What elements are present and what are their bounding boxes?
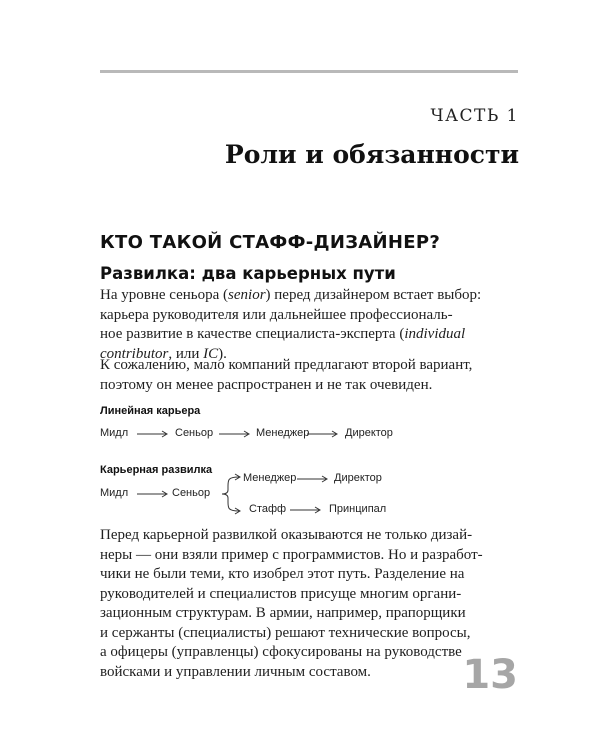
- arrow-icon: [136, 489, 170, 499]
- text-fragment: ное развитие в качестве специалиста-эксперта (: [100, 326, 405, 342]
- paragraph-line: чики не были теми, кто изобрел этот путь. Разделение на: [100, 566, 465, 582]
- paragraph-line: зационным структурам. В армии, например, прапорщики: [100, 605, 466, 621]
- part-label: ЧАСТЬ 1: [430, 106, 519, 126]
- paragraph-line: а офицеры (управленцы) сфокусированы на руководстве: [100, 644, 462, 660]
- term-senior: senior: [228, 287, 266, 303]
- arrow-icon: [218, 429, 252, 439]
- node-senior: Сеньор: [175, 427, 214, 439]
- node-manager: Менеджер: [256, 427, 310, 439]
- term-ic: IC: [203, 345, 219, 362]
- arrow-icon: [136, 429, 170, 439]
- paragraph-line: неры — они взяли пример с программистов. Но и разработ-: [100, 546, 483, 563]
- text-fragment: , или: [168, 345, 204, 362]
- text-fragment: ) перед дизайнером встает выбор:: [265, 287, 482, 303]
- paragraph-line: карьера руководителя или дальнейшее профессиональ-: [100, 306, 453, 323]
- fork-brace-icon: [214, 472, 244, 520]
- arrow-icon: [289, 505, 323, 515]
- header-rule: [100, 70, 518, 73]
- paragraph-line: К сожалению, мало компаний предлагают второй вариант,: [100, 357, 473, 373]
- paragraph-line: войсками и управлении личным составом.: [100, 663, 371, 680]
- paragraph-line: [100, 325, 518, 345]
- page-number: 13: [462, 652, 518, 698]
- paragraph-line: поэтому он менее распространен и не так очевиден.: [100, 376, 433, 393]
- linear-career-title: Линейная карьера: [100, 405, 201, 417]
- arrow-icon: [306, 429, 340, 439]
- node-middle: Мидл: [100, 427, 129, 439]
- text-fragment: ).: [218, 345, 227, 362]
- node-staff: Стафф: [249, 503, 287, 515]
- arrow-icon: [296, 474, 330, 484]
- paragraph-1: [100, 286, 518, 364]
- paragraph-line: Перед карьерной развилкой оказываются не только дизай-: [100, 527, 473, 543]
- node-manager: Менеджер: [243, 472, 297, 484]
- node-director: Директор: [334, 472, 382, 484]
- node-senior: Сеньор: [172, 487, 211, 499]
- node-middle: Мидл: [100, 487, 129, 499]
- term-individual: individual: [404, 326, 466, 342]
- node-director: Директор: [345, 427, 393, 439]
- term-contributor: contributor: [100, 345, 169, 362]
- paragraph-line: [100, 286, 518, 306]
- chapter-title: КТО ТАКОЙ СТАФФ-ДИЗАЙНЕР?: [100, 232, 441, 253]
- paragraph-2: [100, 356, 518, 395]
- career-fork-title: Карьерная развилка: [100, 464, 213, 476]
- node-principal: Принципал: [329, 503, 387, 515]
- paragraph-3: [100, 526, 518, 682]
- paragraph-line: руководителей и специалистов присуще многим органи-: [100, 585, 462, 602]
- text-fragment: На уровне сеньора (: [100, 287, 229, 303]
- paragraph-line: и сержанты (специалисты) решают технические вопросы,: [100, 624, 471, 641]
- section-title: Развилка: два карьерных пути: [100, 264, 396, 283]
- part-title: Роли и обязанности: [224, 140, 519, 169]
